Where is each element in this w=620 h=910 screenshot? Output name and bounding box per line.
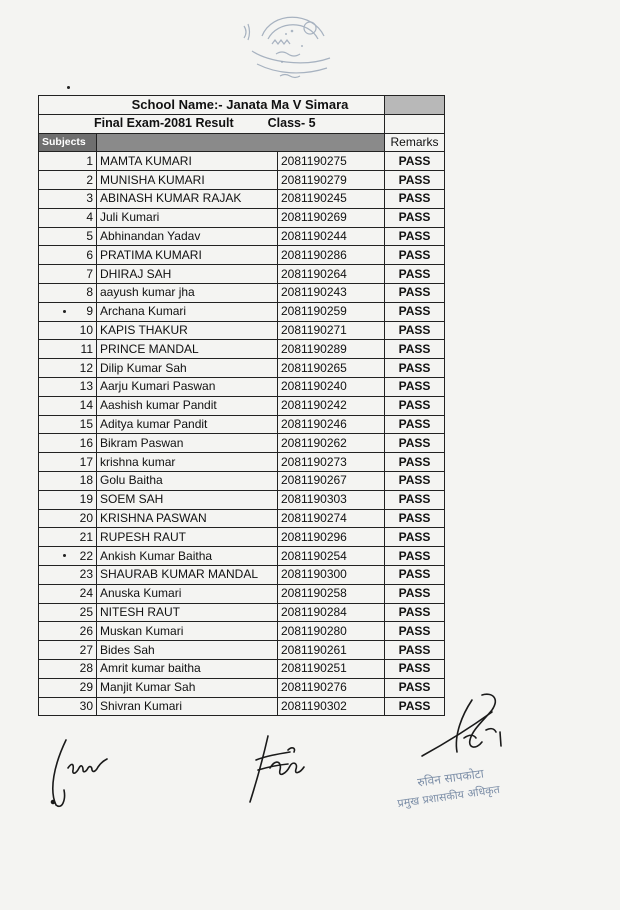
table-row xyxy=(39,171,445,190)
student-id: 2081190261 xyxy=(278,641,385,660)
status-remark: PASS xyxy=(385,490,445,509)
student-id: 2081190254 xyxy=(278,547,385,566)
exam-title: Final Exam-2081 Result xyxy=(94,116,234,131)
student-id: 2081190276 xyxy=(278,678,385,697)
student-name: Amrit kumar baitha xyxy=(97,659,278,678)
status-remark: PASS xyxy=(385,152,445,171)
serial-number: 28 xyxy=(39,659,97,678)
table-row xyxy=(39,603,445,622)
serial-number: 1 xyxy=(39,152,97,171)
student-name: ABINASH KUMAR RAJAK xyxy=(97,189,278,208)
table-row xyxy=(39,547,445,566)
student-id: 2081190275 xyxy=(278,152,385,171)
student-id: 2081190245 xyxy=(278,189,385,208)
signature-icon xyxy=(44,730,134,815)
table-row xyxy=(39,227,445,246)
status-remark: PASS xyxy=(385,547,445,566)
status-remark: PASS xyxy=(385,509,445,528)
student-name: Ankish Kumar Baitha xyxy=(97,547,278,566)
status-remark: PASS xyxy=(385,265,445,284)
serial-number: 19 xyxy=(39,490,97,509)
student-id: 2081190258 xyxy=(278,584,385,603)
student-id: 2081190300 xyxy=(278,565,385,584)
status-remark: PASS xyxy=(385,227,445,246)
table-row xyxy=(39,265,445,284)
student-name: SHAURAB KUMAR MANDAL xyxy=(97,565,278,584)
table-row xyxy=(39,641,445,660)
status-remark: PASS xyxy=(385,697,445,716)
result-table xyxy=(38,95,445,716)
table-row xyxy=(39,565,445,584)
ink-dot xyxy=(63,310,66,313)
student-id: 2081190286 xyxy=(278,246,385,265)
status-remark: PASS xyxy=(385,208,445,227)
table-row xyxy=(39,302,445,321)
student-id: 2081190302 xyxy=(278,697,385,716)
student-id: 2081190273 xyxy=(278,453,385,472)
status-remark: PASS xyxy=(385,189,445,208)
table-row xyxy=(39,415,445,434)
status-remark: PASS xyxy=(385,283,445,302)
table-row xyxy=(39,283,445,302)
student-name: Abhinandan Yadav xyxy=(97,227,278,246)
signature-icon xyxy=(412,690,512,765)
student-id: 2081190303 xyxy=(278,490,385,509)
table-row xyxy=(39,246,445,265)
student-name: RUPESH RAUT xyxy=(97,528,278,547)
table-row xyxy=(39,453,445,472)
student-name: Aarju Kumari Paswan xyxy=(97,377,278,396)
serial-number: 17 xyxy=(39,453,97,472)
student-name: Anuska Kumari xyxy=(97,584,278,603)
table-row xyxy=(39,434,445,453)
student-id: 2081190269 xyxy=(278,208,385,227)
official-seal-icon xyxy=(232,6,342,86)
student-name: SOEM SAH xyxy=(97,490,278,509)
status-remark: PASS xyxy=(385,359,445,378)
table-row xyxy=(39,396,445,415)
student-id: 2081190271 xyxy=(278,321,385,340)
school-name: School Name:- Janata Ma V Simara xyxy=(39,96,385,115)
student-name: KAPIS THAKUR xyxy=(97,321,278,340)
ink-dot xyxy=(63,554,66,557)
table-row xyxy=(39,340,445,359)
student-name: Dilip Kumar Sah xyxy=(97,359,278,378)
serial-number: 24 xyxy=(39,584,97,603)
serial-number: 9 xyxy=(39,302,97,321)
serial-number: 27 xyxy=(39,641,97,660)
serial-number: 3 xyxy=(39,189,97,208)
status-remark: PASS xyxy=(385,641,445,660)
student-id: 2081190296 xyxy=(278,528,385,547)
student-name: Muskan Kumari xyxy=(97,622,278,641)
student-name: Bides Sah xyxy=(97,641,278,660)
status-remark: PASS xyxy=(385,377,445,396)
status-remark: PASS xyxy=(385,659,445,678)
status-remark: PASS xyxy=(385,302,445,321)
student-name: aayush kumar jha xyxy=(97,283,278,302)
table-row xyxy=(39,490,445,509)
student-name: Archana Kumari xyxy=(97,302,278,321)
student-id: 2081190244 xyxy=(278,227,385,246)
serial-number: 10 xyxy=(39,321,97,340)
serial-number: 11 xyxy=(39,340,97,359)
student-id: 2081190274 xyxy=(278,509,385,528)
status-remark: PASS xyxy=(385,396,445,415)
serial-number: 15 xyxy=(39,415,97,434)
table-row xyxy=(39,509,445,528)
serial-number: 8 xyxy=(39,283,97,302)
student-name: MAMTA KUMARI xyxy=(97,152,278,171)
student-name: Golu Baitha xyxy=(97,471,278,490)
serial-number: 13 xyxy=(39,377,97,396)
student-id: 2081190242 xyxy=(278,396,385,415)
student-name: Bikram Paswan xyxy=(97,434,278,453)
exam-row xyxy=(39,114,445,133)
table-row xyxy=(39,208,445,227)
header-gray-cell xyxy=(385,96,445,115)
table-row xyxy=(39,152,445,171)
serial-number: 25 xyxy=(39,603,97,622)
table-row xyxy=(39,189,445,208)
student-name: Aashish kumar Pandit xyxy=(97,396,278,415)
status-remark: PASS xyxy=(385,340,445,359)
ink-dot xyxy=(67,86,70,89)
serial-number: 2 xyxy=(39,171,97,190)
table-row xyxy=(39,584,445,603)
serial-number: 12 xyxy=(39,359,97,378)
status-remark: PASS xyxy=(385,415,445,434)
student-name: krishna kumar xyxy=(97,453,278,472)
serial-number: 5 xyxy=(39,227,97,246)
signature-icon xyxy=(238,728,318,808)
student-id: 2081190240 xyxy=(278,377,385,396)
status-remark: PASS xyxy=(385,622,445,641)
student-name: MUNISHA KUMARI xyxy=(97,171,278,190)
student-id: 2081190243 xyxy=(278,283,385,302)
serial-number: 29 xyxy=(39,678,97,697)
status-remark: PASS xyxy=(385,584,445,603)
officer-stamp xyxy=(395,755,535,815)
student-rows xyxy=(39,152,445,716)
status-remark: PASS xyxy=(385,453,445,472)
table-row xyxy=(39,697,445,716)
student-id: 2081190251 xyxy=(278,659,385,678)
student-name: Manjit Kumar Sah xyxy=(97,678,278,697)
status-remark: PASS xyxy=(385,528,445,547)
stamp-name: रुविन सापकोटा xyxy=(416,766,485,790)
student-id: 2081190284 xyxy=(278,603,385,622)
status-remark: PASS xyxy=(385,321,445,340)
remarks-header: Remarks xyxy=(385,133,445,152)
status-remark: PASS xyxy=(385,603,445,622)
student-id: 2081190259 xyxy=(278,302,385,321)
serial-number: 16 xyxy=(39,434,97,453)
student-id: 2081190262 xyxy=(278,434,385,453)
table-row xyxy=(39,622,445,641)
serial-number: 21 xyxy=(39,528,97,547)
stamp-title: प्रमुख प्रशासकीय अधिकृत xyxy=(396,782,501,811)
student-name: DHIRAJ SAH xyxy=(97,265,278,284)
school-row xyxy=(39,96,445,115)
student-name: Shivran Kumari xyxy=(97,697,278,716)
table-row xyxy=(39,321,445,340)
subjects-blank xyxy=(97,133,385,152)
status-remark: PASS xyxy=(385,171,445,190)
student-id: 2081190267 xyxy=(278,471,385,490)
serial-number: 30 xyxy=(39,697,97,716)
empty-cell xyxy=(385,114,445,133)
student-id: 2081190280 xyxy=(278,622,385,641)
table-row xyxy=(39,528,445,547)
student-id: 2081190289 xyxy=(278,340,385,359)
table-row xyxy=(39,678,445,697)
serial-number: 20 xyxy=(39,509,97,528)
serial-number: 22 xyxy=(39,547,97,566)
student-id: 2081190279 xyxy=(278,171,385,190)
serial-number: 18 xyxy=(39,471,97,490)
student-name: PRATIMA KUMARI xyxy=(97,246,278,265)
status-remark: PASS xyxy=(385,565,445,584)
table-row xyxy=(39,659,445,678)
subjects-row xyxy=(39,133,445,152)
status-remark: PASS xyxy=(385,471,445,490)
serial-number: 6 xyxy=(39,246,97,265)
subjects-label: Subjects xyxy=(39,133,97,152)
class-label: Class- 5 xyxy=(267,116,316,131)
table-row xyxy=(39,377,445,396)
serial-number: 23 xyxy=(39,565,97,584)
status-remark: PASS xyxy=(385,678,445,697)
status-remark: PASS xyxy=(385,434,445,453)
student-name: KRISHNA PASWAN xyxy=(97,509,278,528)
status-remark: PASS xyxy=(385,246,445,265)
student-name: NITESH RAUT xyxy=(97,603,278,622)
serial-number: 7 xyxy=(39,265,97,284)
student-id: 2081190264 xyxy=(278,265,385,284)
serial-number: 14 xyxy=(39,396,97,415)
student-id: 2081190265 xyxy=(278,359,385,378)
student-name: PRINCE MANDAL xyxy=(97,340,278,359)
student-id: 2081190246 xyxy=(278,415,385,434)
student-name: Juli Kumari xyxy=(97,208,278,227)
serial-number: 26 xyxy=(39,622,97,641)
table-row xyxy=(39,471,445,490)
table-row xyxy=(39,359,445,378)
serial-number: 4 xyxy=(39,208,97,227)
student-name: Aditya kumar Pandit xyxy=(97,415,278,434)
